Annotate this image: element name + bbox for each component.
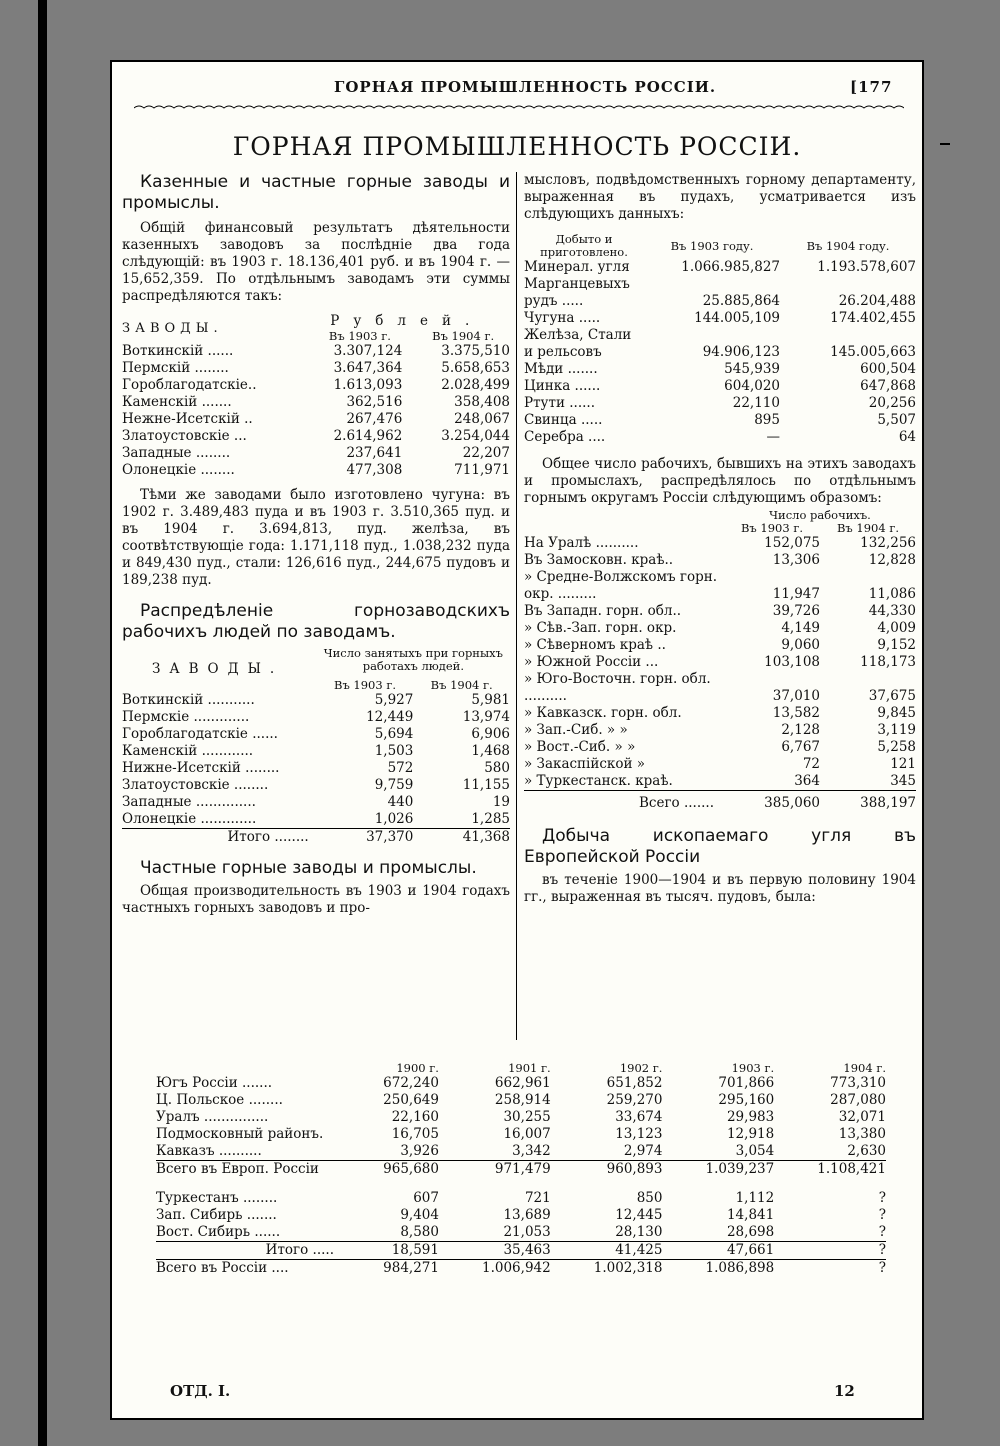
value-1904: 647,868 [860, 378, 916, 394]
value-1904: 20,256 [868, 395, 916, 411]
value-1903: 5,694 [374, 726, 414, 742]
value-1904: 13,974 [462, 709, 510, 725]
table-row [122, 428, 510, 445]
table-row [156, 1190, 886, 1207]
year-value: 607 [413, 1190, 439, 1206]
value-1904: 174.402,455 [830, 310, 916, 326]
table-row [524, 637, 916, 654]
scan-tick-mark [940, 143, 950, 145]
year-value: 12,445 [615, 1207, 663, 1223]
table-row [156, 1260, 886, 1278]
year-value: 14,841 [726, 1207, 775, 1223]
value-1904: 711,971 [454, 462, 510, 478]
row-label: Каменскій ....... [122, 394, 232, 410]
section-title-coal: Добыча ископаемаго угля въ Европейской Россіи [524, 826, 916, 867]
value-1903: 237,641 [346, 445, 403, 461]
row-label: Итого ..... [156, 1242, 346, 1260]
value-1903: 1.066.985,827 [681, 259, 780, 275]
value-1903: 267,476 [346, 411, 403, 427]
paragraph-iron-output: Тѣми же заводами было изготовлено чугуна: въ 1902 г. 3.489,483 пуда и въ 1903 г. 3.510,365 пуд. и въ 1904 г. 3.694,813, пуд. желѣза, въ соотвѣтствующіе года: 1.171,118 пуд., 1.038,232 пуда и 849,430 пуд., стали: 126,616 пуд., 244,675 пудовъ и 189,238 пуд. [122, 487, 510, 588]
year-value: 28,698 [726, 1224, 775, 1240]
row-label: » Сѣверномъ краѣ .. [524, 637, 666, 653]
year-value: 41,425 [551, 1242, 663, 1260]
year-value: 1,112 [735, 1190, 775, 1206]
table-works-finance [122, 313, 510, 479]
value-1904: 9,152 [877, 637, 916, 653]
value-1903: 22,110 [732, 395, 780, 411]
col-head-workers: Число рабочихъ. [769, 508, 871, 522]
footer-section: ОТД. I. [170, 1382, 231, 1400]
row-label: Западные ........ [122, 445, 231, 461]
table-row [122, 777, 510, 794]
year-value: 1.086,898 [662, 1260, 774, 1278]
value-1904: 6,906 [471, 726, 510, 742]
page-sheet [110, 60, 924, 1420]
year-value: 13,123 [615, 1126, 663, 1142]
row-label: Гороблагодатскіе.. [122, 377, 257, 393]
row-label: Нижне-Исетскій ........ [122, 760, 280, 776]
year-value: 250,649 [383, 1092, 439, 1108]
paragraph-departments: мысловъ, подвѣдомственныхъ горному департаменту, выраженная въ пудахъ, усматривается изъ слѣдующихъ данныхъ: [524, 172, 916, 222]
value-1903: 3.307,124 [333, 343, 403, 359]
wavy-rule [134, 104, 904, 112]
value-1904: 580 [484, 760, 510, 776]
year-value: 1.108,421 [774, 1161, 886, 1179]
value-1904: 5,258 [877, 739, 916, 755]
row-label: Минерал. угля [524, 259, 630, 275]
row-label: На Уралѣ .......... [524, 535, 639, 551]
value-1903: 572 [387, 760, 414, 776]
value-1904: 22,207 [462, 445, 510, 461]
row-label: Всего въ Европ. Россіи [156, 1161, 346, 1179]
year-header: 1904 г. [843, 1061, 886, 1075]
table-row [156, 1242, 886, 1260]
table-row [122, 726, 510, 743]
year-value: 259,270 [606, 1092, 663, 1108]
value-1903: 1.613,093 [333, 377, 403, 393]
value-1903: 9,060 [781, 637, 820, 653]
value-1904: 3,119 [877, 722, 916, 738]
year-value: 850 [636, 1190, 663, 1206]
year-value: 3,054 [735, 1143, 775, 1159]
paragraph-workers-total: Общее число рабочихъ, бывшихъ на этихъ заводахъ и промыслахъ, распредѣлялось по отдѣльнымъ горнымъ округамъ Россіи слѣдующимъ образомъ: [524, 456, 916, 506]
value-1903: 604,020 [724, 378, 780, 394]
col-head-extracted: Добыто и приготовлено. [540, 232, 628, 259]
table-row [524, 395, 916, 412]
table-row [524, 569, 916, 603]
year-value: 28,130 [615, 1224, 663, 1240]
value-1903: 72 [802, 756, 820, 772]
year-value: ? [774, 1242, 886, 1260]
year-value: 32,071 [838, 1109, 886, 1125]
col-head-1903-2: Въ 1903 г. [334, 678, 397, 692]
row-label: Пермскій ........ [122, 360, 229, 376]
year-value: 773,310 [830, 1075, 886, 1091]
table-row [156, 1075, 886, 1092]
value-1904: 5,507 [877, 412, 916, 428]
year-value: 47,661 [662, 1242, 774, 1260]
row-label: » Кавказск. горн. обл. [524, 705, 682, 721]
year-value: 30,255 [503, 1109, 551, 1125]
table-row [524, 429, 916, 446]
table-row [524, 739, 916, 756]
value-1903: 152,075 [764, 535, 820, 551]
col-head-works-2: ЗАВОДЫ. [152, 661, 284, 677]
year-value: 16,705 [391, 1126, 439, 1142]
year-value: 662,961 [494, 1075, 551, 1091]
table-row [524, 310, 916, 327]
value-1903: 895 [754, 412, 780, 428]
row-label: Уралъ ............... [156, 1109, 269, 1125]
value-1903: 103,108 [764, 654, 820, 670]
table-row [156, 1224, 886, 1242]
table-row [122, 462, 510, 479]
table-row [156, 1109, 886, 1126]
year-value: 651,852 [606, 1075, 663, 1091]
paragraph-coal-period: въ теченіе 1900—1904 и въ первую половину 1904 гг., выраженная въ тысяч. пудовъ, была: [524, 872, 916, 905]
row-label: Нежне-Исетскій .. [122, 411, 253, 427]
table-row [156, 1143, 886, 1161]
row-label: Всего въ Россіи .... [156, 1260, 346, 1278]
row-label: Каменскій ............ [122, 743, 254, 759]
workers-total-1903: 385,060 [724, 791, 820, 813]
table-workers-by-district [524, 509, 916, 812]
section-title-state-works: Казенные и частные горные заводы и промыслы. [122, 172, 510, 213]
year-value: 258,914 [494, 1092, 551, 1108]
table-row [122, 692, 510, 709]
row-label: » Вост.-Сиб. » » [524, 739, 636, 755]
table-row [122, 343, 510, 360]
value-1903: 9,759 [374, 777, 414, 793]
table-row [524, 654, 916, 671]
year-value: 13,380 [838, 1126, 886, 1142]
row-label: Чугуна ..... [524, 310, 601, 326]
scan-edge-bar [38, 0, 47, 1446]
year-value: 971,479 [439, 1161, 551, 1179]
total-1903: 37,370 [317, 829, 414, 847]
value-1904: 11,155 [462, 777, 510, 793]
col-head-1904: Въ 1904 г. [432, 329, 495, 343]
year-value: 33,674 [615, 1109, 663, 1125]
table-row [122, 411, 510, 428]
year-header: 1902 г. [619, 1061, 663, 1075]
row-label: Златоустовскіе ... [122, 428, 247, 444]
year-value: ? [774, 1260, 886, 1278]
footer-page-number: 12 [834, 1382, 855, 1400]
value-1904: 3.254,044 [441, 428, 510, 444]
total-1904: 41,368 [413, 829, 510, 847]
row-label: Кавказъ .......... [156, 1143, 262, 1159]
table-workers-by-works [122, 647, 510, 846]
value-1904: 1,468 [471, 743, 510, 759]
col-head-1903-4: Въ 1903 г. [740, 521, 804, 535]
value-1904: 600,504 [860, 361, 916, 377]
value-1904: 4,009 [877, 620, 916, 636]
value-1903: 39,726 [772, 603, 820, 619]
table-row [524, 722, 916, 739]
year-value: 984,271 [346, 1260, 439, 1278]
col-head-1904-3: Въ 1904 году. [806, 238, 890, 253]
section-title-private-works: Частные горные заводы и промыслы. [140, 858, 477, 878]
value-1903: 1,503 [374, 743, 414, 759]
table-row [524, 535, 916, 552]
section-title-workers: Распредѣленіе горнозаводскихъ рабочихъ людей по заводамъ. [122, 601, 510, 642]
value-1903: 6,767 [781, 739, 820, 755]
year-value: 672,240 [383, 1075, 439, 1091]
year-value: 13,689 [503, 1207, 551, 1223]
table-row [524, 259, 916, 276]
col-head-1903-3: Въ 1903 году. [670, 238, 754, 253]
value-1903: 12,449 [366, 709, 414, 725]
right-column [524, 172, 916, 906]
value-1903: 5,927 [374, 692, 414, 708]
col-head-1904-4: Въ 1904 г. [836, 521, 900, 535]
year-value: 2,974 [623, 1143, 663, 1159]
year-value: 1.039,237 [662, 1161, 774, 1179]
year-value: 8,580 [400, 1224, 439, 1240]
col-head-works: ЗАВОДЫ. [122, 320, 223, 336]
year-value: ? [878, 1190, 886, 1206]
year-value: 1.002,318 [551, 1260, 663, 1278]
table-row [122, 794, 510, 811]
table-row [524, 378, 916, 395]
table-coal-production [156, 1062, 886, 1277]
table-row [156, 1161, 886, 1179]
value-1904: 5,981 [471, 692, 510, 708]
value-1904: 121 [890, 756, 916, 772]
year-value: 287,080 [830, 1092, 886, 1108]
table-row [524, 412, 916, 429]
row-label: Ртути ...... [524, 395, 596, 411]
year-value: 2,630 [847, 1143, 886, 1159]
col-head-1904-2: Въ 1904 г. [430, 678, 493, 692]
value-1904: 11,086 [868, 586, 916, 602]
row-label: » Юго-Восточн. горн. обл. .......... [524, 671, 711, 704]
year-value: 18,591 [346, 1242, 439, 1260]
value-1904: 2.028,499 [441, 377, 510, 393]
year-value: 16,007 [503, 1126, 551, 1142]
value-1903: — [766, 429, 780, 445]
row-label: Гороблагодатскіе ...... [122, 726, 278, 742]
column-divider [516, 172, 517, 1040]
year-value: 960,893 [551, 1161, 663, 1179]
row-label: » Сѣв.-Зап. горн. окр. [524, 620, 677, 636]
table-row [524, 620, 916, 637]
row-label: Вост. Сибирь ...... [156, 1224, 281, 1240]
row-label: Желѣза, Стали и рельсовъ [524, 327, 632, 360]
value-1903: 37,010 [772, 688, 820, 704]
row-label: Мѣди ....... [524, 361, 598, 377]
row-label: Въ Замосковн. краѣ.. [524, 552, 674, 568]
year-value: ? [878, 1207, 886, 1223]
year-header: 1901 г. [508, 1061, 551, 1075]
left-column [122, 172, 510, 917]
value-1903: 94.906,123 [702, 344, 780, 360]
row-label: Западные .............. [122, 794, 256, 810]
row-label: Подмосковный районъ. [156, 1126, 324, 1142]
value-1904: 118,173 [860, 654, 916, 670]
year-value: 35,463 [439, 1242, 551, 1260]
value-1904: 1.193.578,607 [817, 259, 916, 275]
paragraph-financial-result: Общій финансовый результатъ дѣятельности казенныхъ заводовъ за послѣдніе два года слѣдующій: въ 1903 г. 18.136,401 руб. и въ 1904 г. —15,652,359. По отдѣльнымъ заводамъ эти суммы распредѣляются такъ: [122, 220, 510, 304]
table-extraction [524, 233, 916, 446]
year-value: 9,404 [400, 1207, 439, 1223]
value-1904: 345 [890, 773, 916, 789]
row-label: Златоустовскіе ........ [122, 777, 269, 793]
row-label: » Туркестанск. краѣ. [524, 773, 673, 789]
value-1903: 545,939 [724, 361, 780, 377]
table-row [156, 1092, 886, 1109]
row-label: Олонецкіе ........ [122, 462, 235, 478]
table-row [122, 811, 510, 829]
value-1903: 11,947 [772, 586, 820, 602]
year-header: 1903 г. [731, 1061, 775, 1075]
value-1904: 5.658,653 [441, 360, 510, 376]
year-value: 22,160 [391, 1109, 439, 1125]
value-1904: 132,256 [860, 535, 916, 551]
value-1903: 2.614,962 [333, 428, 403, 444]
year-value: 721 [524, 1190, 551, 1206]
paragraph-private-production: Общая производительность въ 1903 и 1904 годахъ частныхъ горныхъ заводовъ и про- [122, 883, 510, 916]
workers-total-label: Всего ....... [524, 791, 724, 813]
page-title: ГОРНАЯ ПРОМЫШЛЕННОСТЬ РОССІИ. [232, 132, 802, 161]
value-1903: 13,582 [772, 705, 820, 721]
table-row [524, 705, 916, 722]
year-header: 1900 г. [396, 1061, 439, 1075]
row-label: Зап. Сибирь ....... [156, 1207, 277, 1223]
row-label: Въ Западн. горн. обл.. [524, 603, 682, 619]
row-label: » Южной Россіи ... [524, 654, 659, 670]
row-label: Югъ Россіи ....... [156, 1075, 273, 1091]
value-1904: 358,408 [454, 394, 510, 410]
row-label: Свинца ..... [524, 412, 603, 428]
table-row [524, 327, 916, 361]
value-1903: 25.885,864 [702, 293, 780, 309]
row-label: Воткинскій ...... [122, 343, 234, 359]
value-1904: 1,285 [471, 811, 510, 827]
value-1904: 26.204,488 [838, 293, 916, 309]
value-1903: 477,308 [346, 462, 403, 478]
table-row [122, 360, 510, 377]
value-1904: 44,330 [868, 603, 916, 619]
table-row [122, 760, 510, 777]
value-1904: 145.005,663 [830, 344, 916, 360]
year-value: 29,983 [726, 1109, 775, 1125]
year-value: 3,926 [400, 1143, 439, 1159]
table-row [524, 603, 916, 620]
value-1903: 364 [794, 773, 820, 789]
total-label: Итого ........ [122, 829, 317, 847]
value-1904: 9,845 [877, 705, 916, 721]
value-1903: 362,516 [346, 394, 403, 410]
row-label: Серебра .... [524, 429, 606, 445]
row-label: Марганцевыхъ рудъ ..... [524, 276, 630, 309]
table-row [122, 709, 510, 726]
row-label: Ц. Польское ........ [156, 1092, 283, 1108]
table-row [122, 377, 510, 394]
row-label: Цинка ...... [524, 378, 601, 394]
value-1904: 12,828 [868, 552, 916, 568]
table-row [156, 1126, 886, 1143]
value-1903: 144.005,109 [694, 310, 780, 326]
year-value: 12,918 [726, 1126, 775, 1142]
table-row [122, 445, 510, 462]
row-label: » Закаспійской » [524, 756, 646, 772]
row-label: Туркестанъ ........ [156, 1190, 278, 1206]
table-row [122, 743, 510, 760]
value-1903: 4,149 [781, 620, 820, 636]
table-row [524, 773, 916, 791]
table-row [524, 671, 916, 705]
row-label: Пермскіе ............. [122, 709, 250, 725]
page-number: [177 [850, 78, 893, 96]
year-value: 1.006,942 [439, 1260, 551, 1278]
year-value: 965,680 [346, 1161, 439, 1179]
value-1904: 37,675 [868, 688, 916, 704]
year-value: 21,053 [503, 1224, 551, 1240]
year-value: ? [878, 1224, 886, 1240]
row-label: Олонецкіе ............. [122, 811, 257, 827]
value-1904: 3.375,510 [441, 343, 510, 359]
table-row [156, 1207, 886, 1224]
col-head-1903: Въ 1903 г. [328, 329, 391, 343]
value-1903: 3.647,364 [333, 360, 403, 376]
running-head: ГОРНАЯ ПРОМЫШЛЕННОСТЬ РОССІИ. [334, 78, 717, 96]
row-label: » Средне-Волжскомъ горн. окр. ......... [524, 569, 718, 602]
value-1904: 64 [898, 429, 916, 445]
col-head-workers-desc: Число занятыхъ при горныхъ работахъ людей. [323, 646, 503, 673]
row-label: » Зап.-Сиб. » » [524, 722, 628, 738]
year-value: 3,342 [512, 1143, 551, 1159]
table-row [122, 394, 510, 411]
col-head-rubles: Рублей. [330, 313, 484, 329]
table-row [524, 756, 916, 773]
value-1903: 2,128 [781, 722, 820, 738]
value-1904: 19 [492, 794, 510, 810]
value-1903: 440 [387, 794, 414, 810]
row-label: Воткинскій ........... [122, 692, 255, 708]
value-1903: 13,306 [772, 552, 820, 568]
workers-total-1904: 388,197 [820, 791, 916, 813]
year-value: 701,866 [718, 1075, 775, 1091]
value-1903: 1,026 [374, 811, 414, 827]
table-row [524, 552, 916, 569]
value-1904: 248,067 [454, 411, 510, 427]
table-row [524, 361, 916, 378]
table-row [524, 276, 916, 310]
year-value: 295,160 [718, 1092, 775, 1108]
